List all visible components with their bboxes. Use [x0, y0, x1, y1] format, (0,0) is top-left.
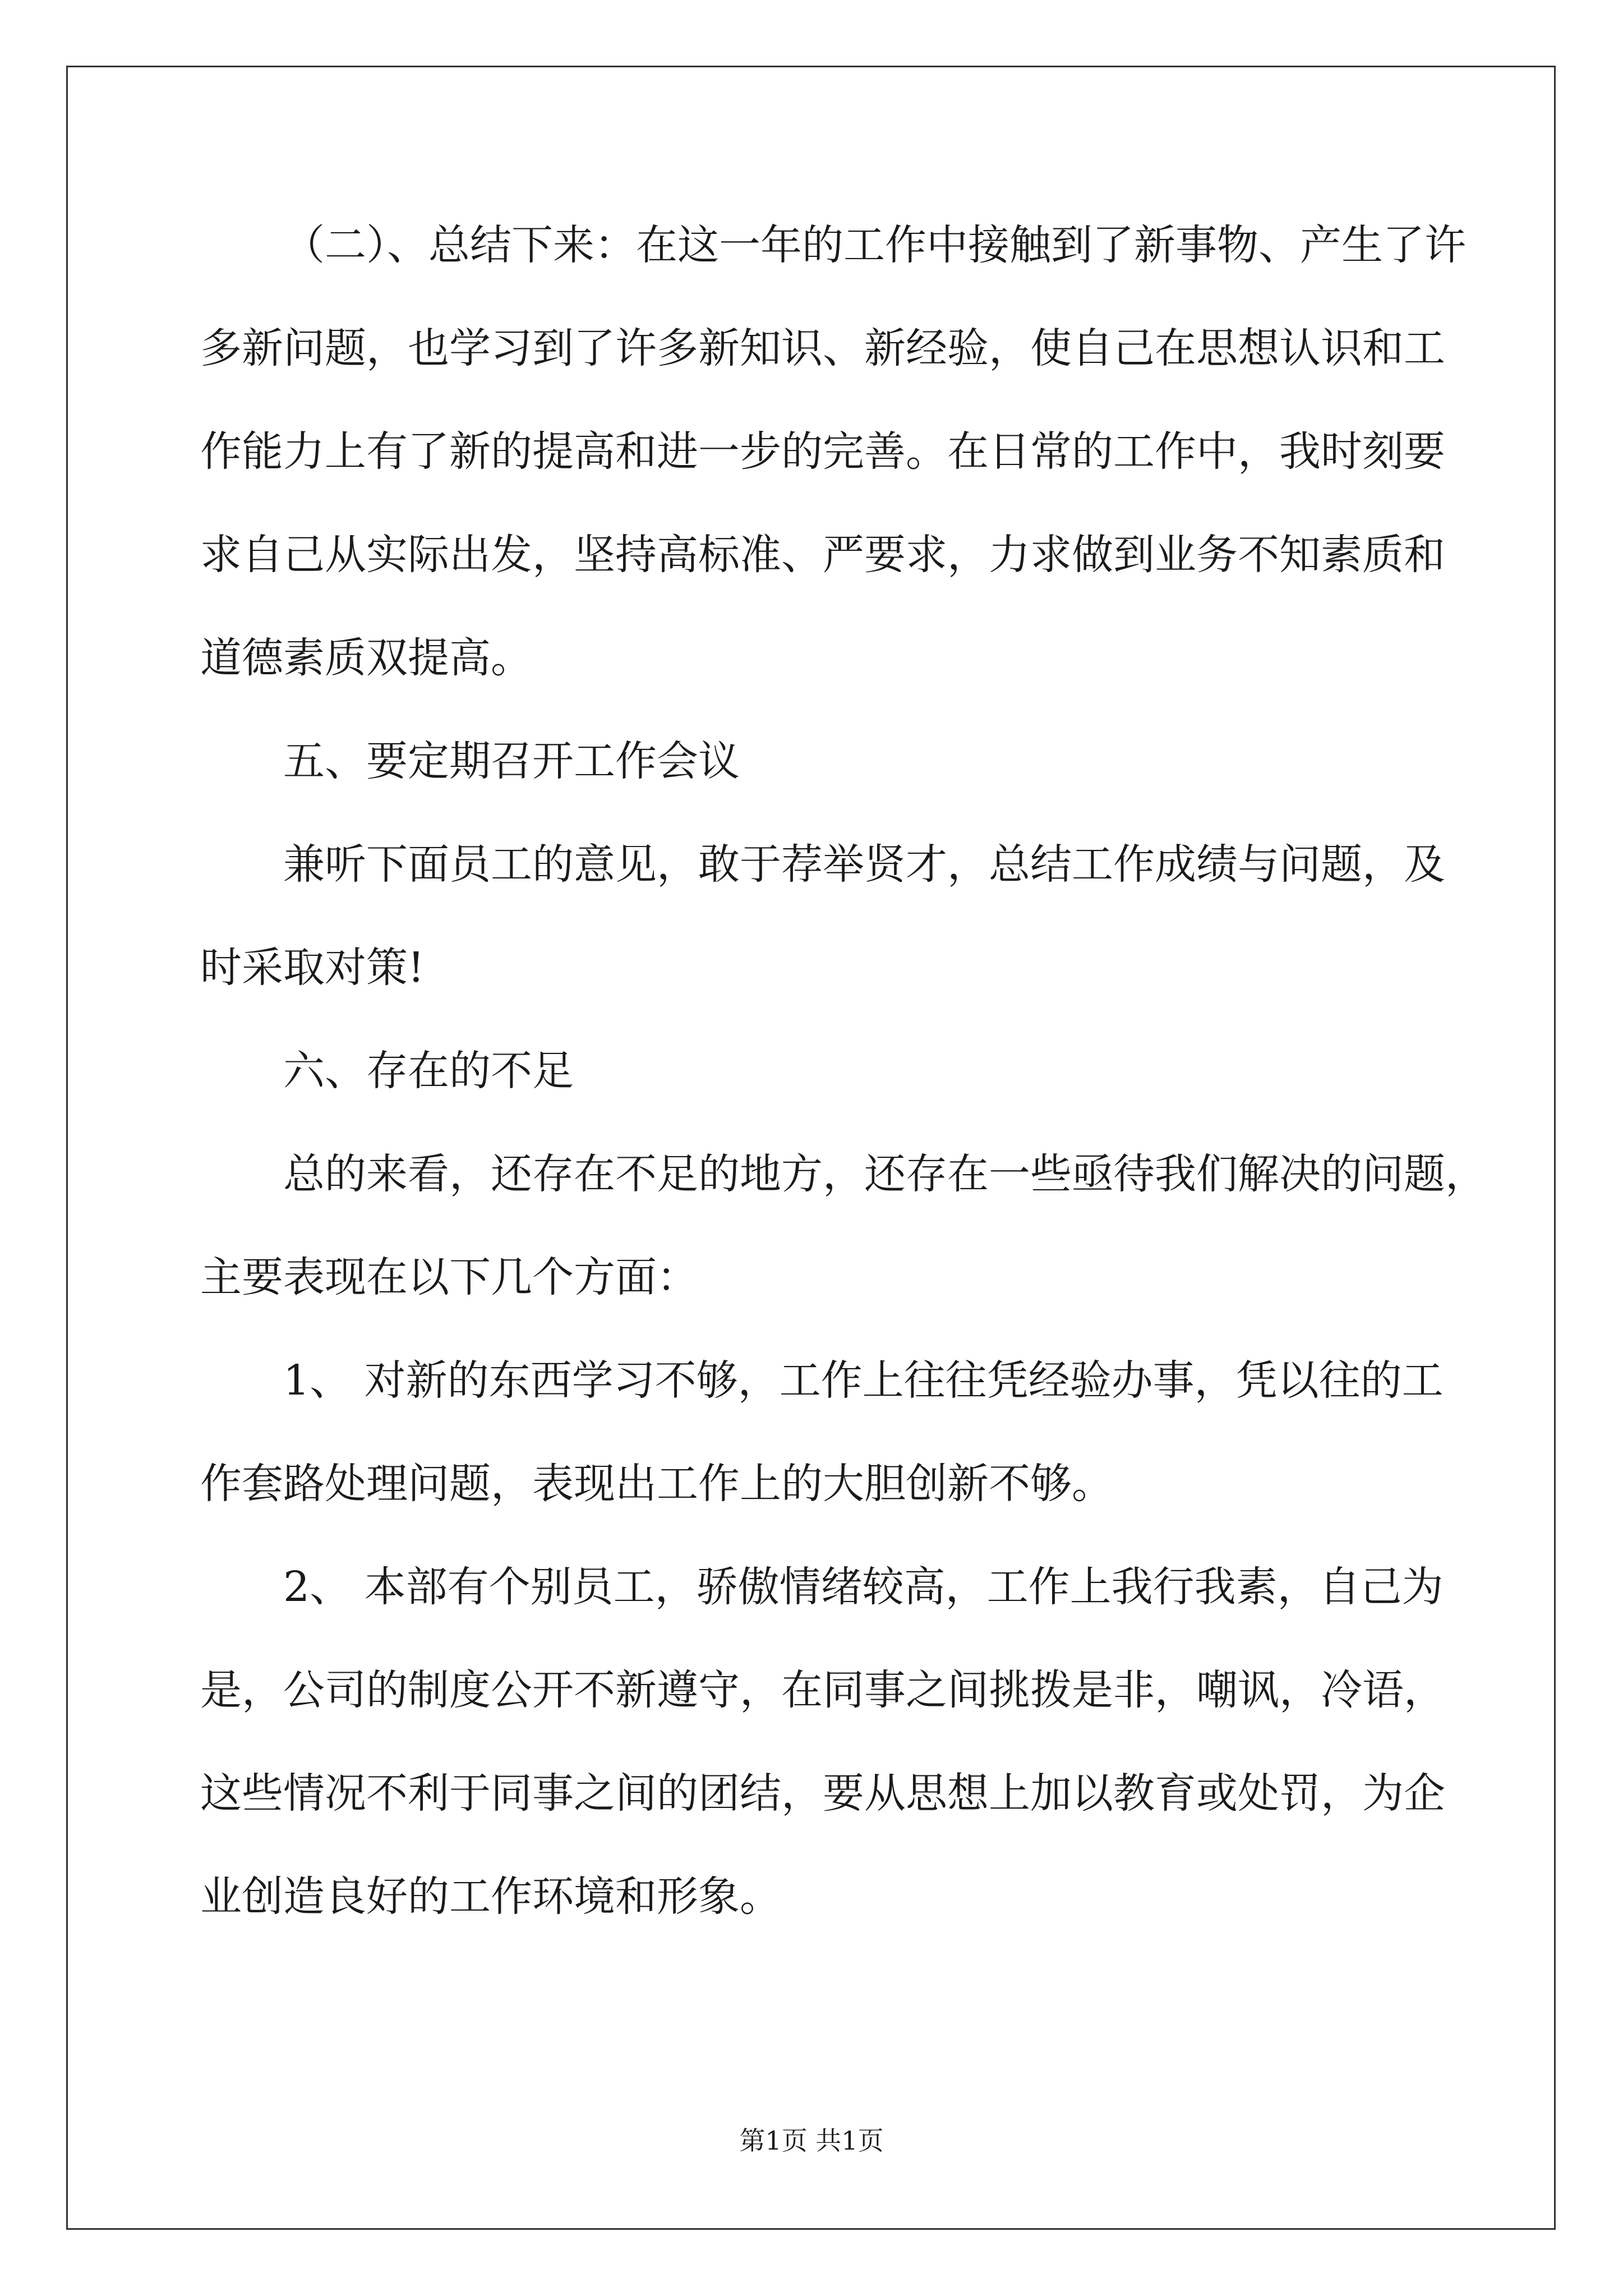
paragraph-line: 求自己从实际出发，坚持高标准、严要求，力求做到业务不知素质和 [200, 531, 1445, 579]
section-heading: 六、存在的不足 [283, 1047, 574, 1095]
list-item-line: 作套路处理问题，表现出工作上的大胆创新不够。 [200, 1460, 1113, 1508]
list-item-line: 这些情况不利于同事之间的团结，要从思想上加以教育或处罚，为企 [200, 1769, 1445, 1818]
paragraph-line: 主要表现在以下几个方面： [200, 1253, 698, 1301]
paragraph-line: 作能力上有了新的提高和进一步的完善。在日常的工作中，我时刻要 [200, 427, 1445, 476]
section-heading: 五、要定期召开工作会议 [283, 737, 740, 785]
paragraph-line: 道德素质双提高。 [200, 634, 532, 682]
paragraph-line: 总的来看，还存在不足的地方，还存在一些亟待我们解决的问题， [283, 1150, 1487, 1198]
list-item-line: 是，公司的制度公开不新遵守，在同事之间挑拨是非，嘲讽，冷语， [200, 1666, 1445, 1714]
paragraph-line: 兼听下面员工的意见，敢于荐举贤才，总结工作成绩与问题，及 [283, 840, 1445, 889]
list-item-line: 1、 对新的东西学习不够，工作上往往凭经验办事，凭以往的工 [283, 1356, 1444, 1405]
paragraph-line: 多新问题，也学习到了许多新知识、新经验，使自己在思想认识和工 [200, 324, 1445, 372]
list-item-line: 2、 本部有个别员工，骄傲情绪较高，工作上我行我素，自己为 [283, 1563, 1444, 1611]
page-footer: 第1页 共1页 [739, 2125, 884, 2156]
list-item-line: 业创造良好的工作环境和形象。 [200, 1872, 781, 1921]
paragraph-line: （二）、总结下来：在这一年的工作中接触到了新事物、产生了许 [283, 221, 1466, 269]
paragraph-line: 时采取对策! [200, 944, 425, 992]
